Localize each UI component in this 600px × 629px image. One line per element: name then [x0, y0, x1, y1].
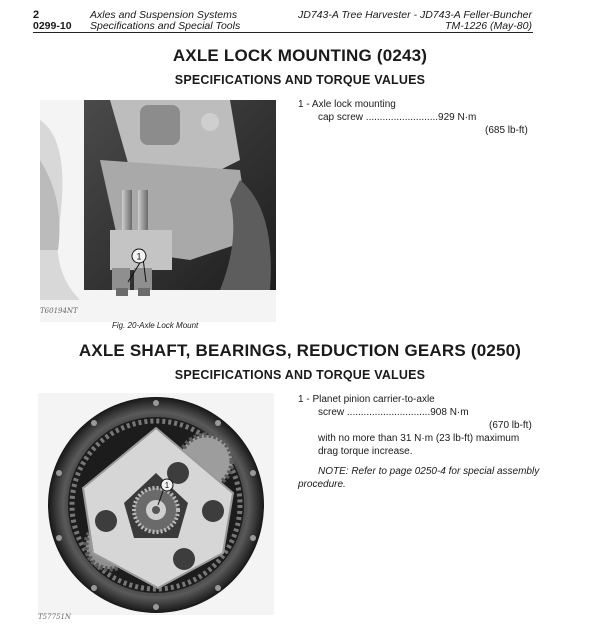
section2-spec-line3: (670 lb-ft): [489, 420, 532, 431]
section2-spec-line5: drag torque increase.: [318, 446, 413, 457]
section2-spec-line2: screw ..............................908 N·m: [318, 407, 469, 418]
page-number: 2: [33, 9, 40, 21]
section2-spec-line1: 1 - Planet pinion carrier-to-axle: [298, 394, 435, 405]
figure1-caption: Fig. 20-Axle Lock Mount: [112, 321, 199, 330]
section-code: 0299-10: [33, 20, 72, 32]
figure2-tag: T57751N: [38, 613, 72, 621]
section2-subtitle: SPECIFICATIONS AND TORQUE VALUES: [174, 368, 426, 382]
section1-spec-line1: 1 - Axle lock mounting: [298, 99, 396, 110]
section1-spec-line3: (685 lb-ft): [485, 125, 528, 136]
section1-spec-line2: cap screw ..........................929 N·m: [318, 112, 477, 123]
section2-title: AXLE SHAFT, BEARINGS, REDUCTION GEARS (0250): [78, 341, 522, 360]
figure1-tag: T60194NT: [40, 307, 78, 315]
section2-spec-line4: with no more than 31 N·m (23 lb-ft) maximum: [318, 433, 520, 444]
reduction-gear-photo: [38, 393, 274, 615]
callout-number: 1: [136, 251, 142, 262]
header-rule: [33, 32, 533, 33]
machine-title: JD743-A Tree Harvester - JD743-A Feller-Buncher: [298, 9, 532, 21]
section2-note-line2: procedure.: [298, 479, 346, 490]
manual-ref: TM-1226 (May-80): [445, 20, 532, 32]
section1-title: AXLE LOCK MOUNTING (0243): [172, 46, 428, 65]
section1-subtitle: SPECIFICATIONS AND TORQUE VALUES: [174, 73, 426, 87]
section-subtitle: Specifications and Special Tools: [90, 20, 241, 32]
axle-lock-mount-photo: [40, 100, 276, 322]
section2-note-line1: NOTE: Refer to page 0250-4 for special assembly: [318, 466, 540, 477]
section-title: Axles and Suspension Systems: [90, 9, 238, 21]
callout-number: 1: [164, 481, 170, 490]
